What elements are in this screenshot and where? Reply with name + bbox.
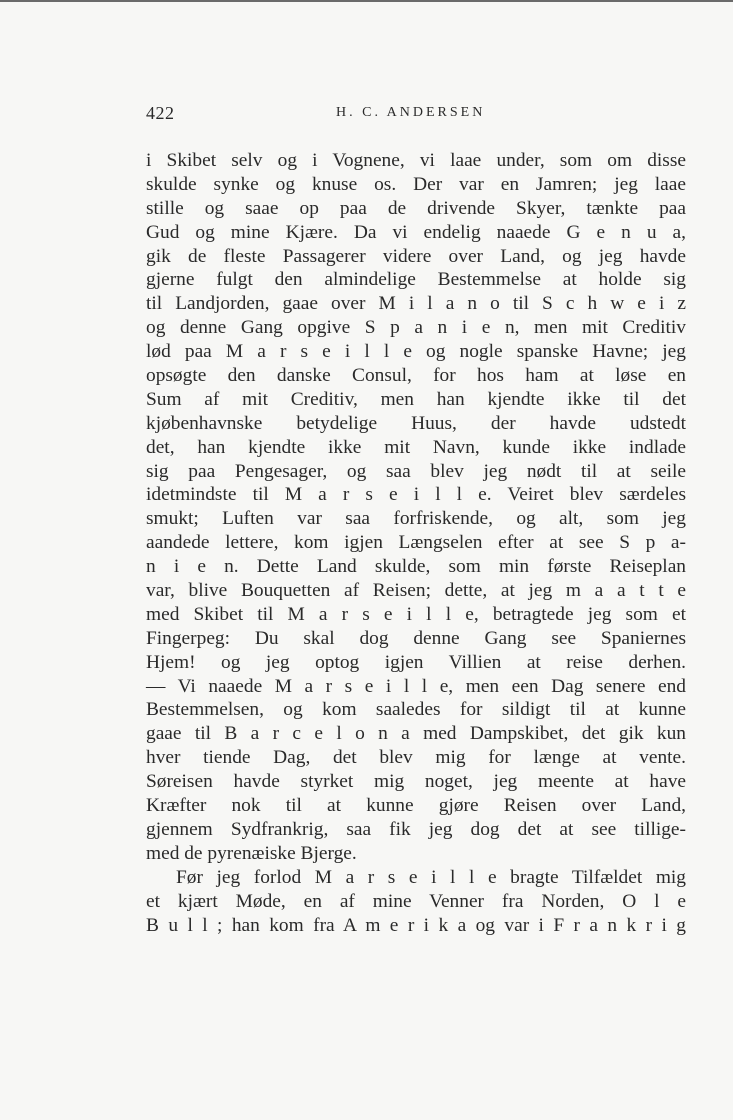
running-head: H. C. ANDERSEN	[336, 105, 486, 120]
text-line: i Skibet selv og i Vognene, vi laae under, som om disse	[146, 150, 686, 171]
text-line: og denne Gang opgive S p a n i e n, men mit Creditiv	[146, 317, 686, 339]
text-line: Hjem! og jeg optog igjen Villien at reise derhen.	[146, 651, 686, 673]
text-line: gaae til B a r c e l o n a med Dampskibet, det gik kun	[146, 723, 686, 745]
page-number: 422	[146, 103, 175, 123]
text-line: stille og saae op paa de drivende Skyer, tænkte paa	[146, 197, 686, 219]
text-line: Søreisen havde styrket mig noget, jeg meente at have	[146, 771, 686, 793]
text-line: det, han kjendte ikke mit Navn, kunde ikke indlade	[146, 436, 686, 458]
text-line: opsøgte den danske Consul, for hos ham at løse en	[146, 365, 686, 387]
text-line: gik de fleste Passagerer videre over Land, og jeg havde	[146, 245, 686, 267]
text-line: — Vi naaede M a r s e i l l e, men een Dag senere end	[146, 675, 686, 697]
text-line: med Skibet til M a r s e i l l e, betragtede jeg som et	[146, 603, 686, 625]
text-line: med de pyrenæiske Bjerge.	[146, 842, 357, 864]
text-line: sig paa Pengesager, og saa blev jeg nødt til at seile	[146, 460, 686, 482]
text-line: B u l l ; han kom fra A m e r i k a og var i F r a n k r i g	[146, 914, 686, 936]
text-line: Sum af mit Creditiv, men han kjendte ikke til det	[146, 388, 686, 410]
text-line: gjennem Sydfrankrig, saa fik jeg dog det at see tillige-	[146, 818, 686, 840]
page-header	[146, 103, 566, 127]
text-line: gjerne fulgt den almindelige Bestemmelse at holde sig	[146, 269, 686, 291]
text-line: kjøbenhavnske betydelige Huus, der havde udstedt	[146, 412, 686, 434]
text-line: n i e n. Dette Land skulde, som min første Reiseplan	[146, 556, 686, 578]
text-line: Gud og mine Kjære. Da vi endelig naaede G e n u a,	[146, 221, 686, 243]
text-line: lød paa M a r s e i l l e og nogle spanske Havne; jeg	[146, 341, 686, 363]
text-line: Før jeg forlod M a r s e i l l e bragte Tilfældet mig	[176, 866, 686, 888]
text-line: Fingerpeg: Du skal dog denne Gang see Spaniernes	[146, 627, 686, 649]
text-line: et kjært Møde, en af mine Venner fra Norden, O l e	[146, 890, 686, 912]
text-line: idetmindste til M a r s e i l l e. Veiret blev særdeles	[146, 484, 686, 506]
text-line: skulde synke og knuse os. Der var en Jamren; jeg laae	[146, 173, 686, 195]
text-line: aandede lettere, kom igjen Længselen efter at see S p a-	[146, 532, 686, 554]
text-line: hver tiende Dag, det blev mig for længe at vente.	[146, 747, 686, 769]
text-line: smukt; Luften var saa forfriskende, og alt, som jeg	[146, 508, 686, 530]
text-line: Kræfter nok til at kunne gjøre Reisen over Land,	[146, 795, 686, 817]
scan-edge	[0, 0, 733, 2]
text-line: Bestemmelsen, og kom saaledes for sildigt til at kunne	[146, 699, 686, 721]
body-text	[146, 149, 686, 937]
text-line: til Landjorden, gaae over M i l a n o til S c h w e i z	[146, 293, 686, 315]
text-line: var, blive Bouquetten af Reisen; dette, at jeg m a a t t e	[146, 580, 686, 602]
